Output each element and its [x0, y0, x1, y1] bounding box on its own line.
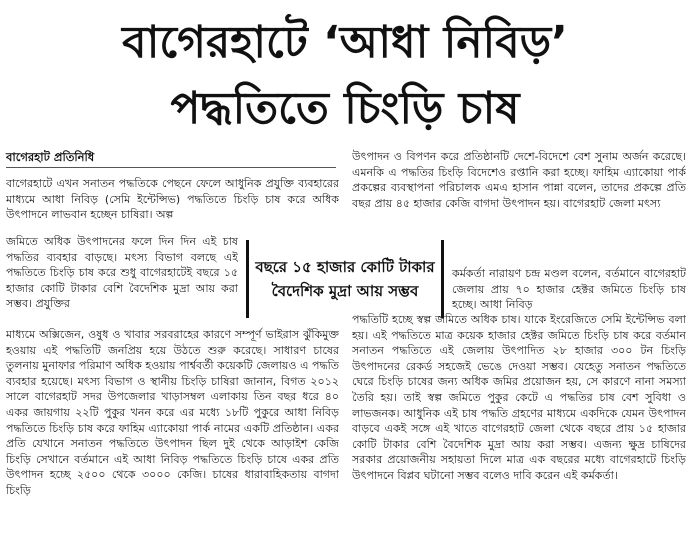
body-right-paragraph-1: উৎপাদন ও বিপণন করে প্রতিষ্ঠানটি দেশে-বিদেশে বেশ সুনাম অর্জন করেছে। এমনকি এ পদ্ধতির চিংড়ি বিদেশেও রপ্তানি করা হচ্ছে। ফাহিম এ্যাকোয়া পার্ক প্রকল্পের ব্যবস্থাপনা পরিচালক এমএ হাসান পান্না বলেন, তাদের প্রকল্পে প্রতি বছর প্রায় ৪৫ হাজার কেজি বাগদা উৎপাদন হয়। বাগেরহাট জেলা মৎস্য [352, 150, 686, 210]
byline: বাগেরহাট প্রতিনিধি [6, 149, 336, 168]
headline-line-2: পদ্ধতিতে চিংড়ি চাষ [170, 83, 520, 134]
body-left-paragraph-1: বাগেরহাটে এখন সনাতন পদ্ধতিকে পেছনে ফেলে আধুনিক প্রযুক্তি ব্যবহারের মাধ্যমে আধা নিবিড় (সেমি ইন্টেন্সিভ) পদ্ধতিতে চিংড়ি চাষ করে অধিক উৎপাদনে লাভবান হচ্ছেন চাষিরা। অল্প [6, 177, 339, 222]
body-right-paragraph-2: কর্মকর্তা নারায়ণ চন্দ্র মণ্ডল বলেন, বর্তমানে বাগেরহাট জেলায় প্রায় ৭০ হাজার হেক্টর জমিতে চিংড়ি চাষ হচ্ছে। আধা নিবিড় [452, 267, 686, 312]
body-right-paragraph-3: পদ্ধতিটি হচ্ছে স্বল্প জমিতে অধিক চাষ। যাকে ইংরেজিতে সেমি ইন্টেন্সিভ বলা হয়। এই পদ্ধতিতে মাত্র কয়েক হাজার হেক্টর জমিতে চিংড়ি চাষ করে বর্তমান সনাতন পদ্ধতিতে এই জেলায় উৎপাদিত ২৮ হাজার ৩০০ টন চিংড়ি উৎপাদনের রেকর্ড সহজেই ভেঙে দেওয়া সম্ভব। যেহেতু সনাতন পদ্ধতিতে ঘেরে চিংড়ি চাষের জন্য অধিক জমির প্রয়োজন হয়, সে কারণে নানা সমস্যা তৈরি হয়। তাই স্বল্প জমিতে পুকুর কেটে এ পদ্ধতির চাষ বেশ সুবিধা ও লাভজনক। আধুনিক এই চাষ পদ্ধতি গ্রহণের মাধ্যমে একদিকে যেমন উৎপাদন বাড়বে একই সঙ্গে এই খাতে বাগেরহাট জেলা থেকে বছরে প্রায় ১৫ হাজার কোটি টাকার বেশি বৈদেশিক মুদ্রা আয় করা সম্ভব। এজন্য ক্ষুদ্র চাষিদের সরকার প্রয়োজনীয় সহায়তা দিলে মাত্র এক বছরের মধ্যে বাগেরহাটে চিংড়ি উৎপাদনে বিপ্লব ঘটানো সম্ভব বলেও দাবি করেন এই কর্মকর্তা। [352, 313, 686, 482]
body-left-paragraph-2: জমিতে অধিক উৎপাদনের ফলে দিন দিন এই চাষ পদ্ধতির ব্যবহার বাড়ছে। মৎস্য বিভাগ বলছে এই পদ্ধতিতে চিংড়ি চাষ করে শুধু বাগেরহাটেই বছরে ১৫ হাজার কোটি টাকার বেশি বৈদেশিক মুদ্রা আয় করা সম্ভব। প্রযুক্তির [6, 235, 238, 311]
pull-quote-text: বছরে ১৫ হাজার কোটি টাকার বৈদেশিক মুদ্রা আয় সম্ভব [255, 258, 435, 300]
headline-line-1: বাগেরহাটে ‘আধা নিবিড়’ [122, 17, 568, 68]
body-left-paragraph-3: মাধ্যমে অক্সিজেন, ওষুধ ও খাবার সরবরাহের কারণে সম্পূর্ণ ভাইরাস ঝুঁকিমুক্ত হওয়ায় এই পদ্ধতিটি জনপ্রিয় হয়ে উঠতে শুরু করেছে। সাধারণ চাষের তুলনায় মুনাফার পরিমাণ অধিক হওয়ায় পার্শ্ববর্তী কয়েকটি জেলায়ও এ পদ্ধতি ব্যবহার হয়েছে। মৎস্য বিভাগ ও স্থানীয় চিংড়ি চাষিরা জানান, বিগত ২০১২ সালে বাগেরহাট সদর উপজেলার খাড়াসম্বল এলাকায় তিন বছর ধরে ৪০ একর জায়গায় ২২টি পুকুর খনন করে এর মধ্যে ১৮টি পুকুরে আধা নিবিড় পদ্ধতিতে চিংড়ি চাষ করে ফাহিম এ্যাকোয়া পার্ক নামের একটি প্রতিষ্ঠান। একর প্রতি যেখানে সনাতন পদ্ধতিতে উৎপাদন ছিল দুই থেকে আড়াইশ কেজি চিংড়ি সেখানে বর্তমানে এই আধা নিবিড় পদ্ধতিতে চিংড়ি চাষে একর প্রতি উৎপাদন হচ্ছে ২৫০০ থেকে ৩০০০ কেজি। চাষের ধারাবাহিকতায় বাগদা চিংড়ি [6, 328, 339, 497]
